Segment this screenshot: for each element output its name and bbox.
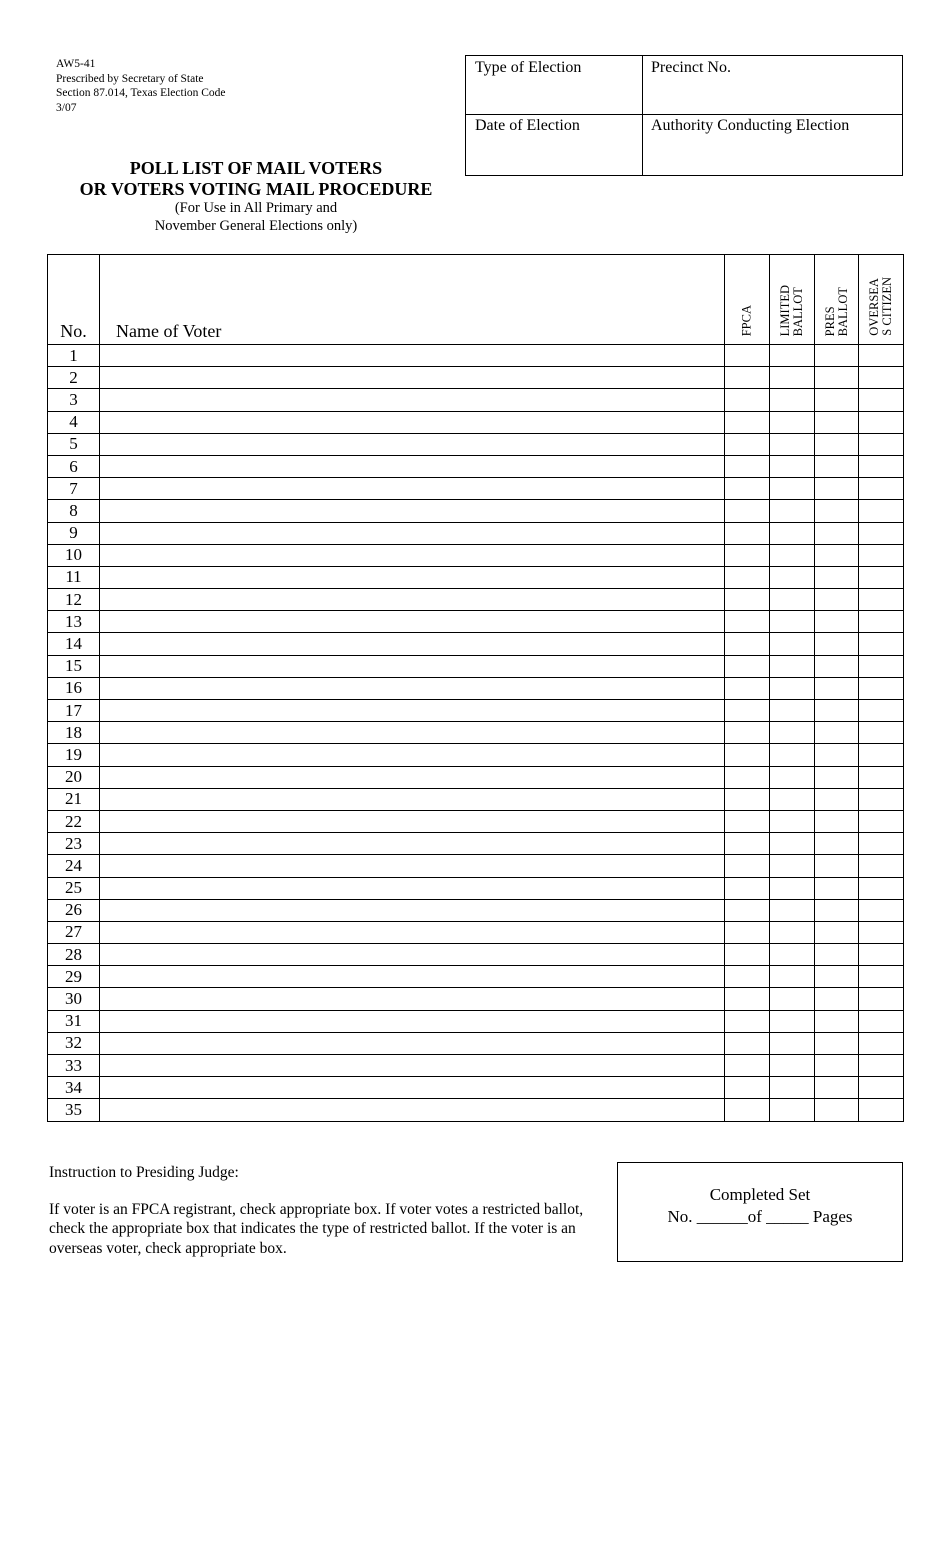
pres-ballot-checkbox[interactable] bbox=[815, 966, 859, 988]
overseas-citizen-checkbox[interactable] bbox=[859, 478, 904, 500]
limited-ballot-checkbox[interactable] bbox=[770, 1077, 815, 1099]
table-row bbox=[48, 655, 904, 677]
fpca-checkbox[interactable] bbox=[725, 544, 770, 566]
fpca-checkbox[interactable] bbox=[725, 722, 770, 744]
pres-ballot-checkbox[interactable] bbox=[815, 522, 859, 544]
table-row bbox=[48, 921, 904, 943]
date-of-election-field[interactable]: Date of Election bbox=[475, 117, 580, 134]
limited-ballot-checkbox[interactable] bbox=[770, 455, 815, 477]
overseas-citizen-checkbox[interactable] bbox=[859, 589, 904, 611]
fpca-checkbox[interactable] bbox=[725, 589, 770, 611]
table-row bbox=[48, 500, 904, 522]
instructions bbox=[49, 1163, 589, 1258]
table-header-row bbox=[48, 255, 904, 345]
table-row bbox=[48, 411, 904, 433]
overseas-citizen-checkbox[interactable] bbox=[859, 1010, 904, 1032]
fpca-checkbox[interactable] bbox=[725, 700, 770, 722]
pres-ballot-checkbox[interactable] bbox=[815, 655, 859, 677]
voter-name-field[interactable] bbox=[100, 766, 725, 788]
limited-ballot-checkbox[interactable] bbox=[770, 855, 815, 877]
form-info bbox=[56, 57, 226, 115]
row-number: 11 bbox=[48, 566, 100, 588]
pres-ballot-checkbox[interactable] bbox=[815, 455, 859, 477]
fpca-checkbox[interactable] bbox=[725, 367, 770, 389]
fpca-checkbox[interactable] bbox=[725, 1010, 770, 1032]
instructions-text: If voter is an FPCA registrant, check appropriate box. If voter votes a restricted ballot, check the appropriate box that indicates the type of restricted ballot. If the voter is an overseas voter, check appropriate box. bbox=[49, 1200, 584, 1257]
page-title-line2: OR VOTERS VOTING MAIL PROCEDURE bbox=[79, 179, 433, 199]
fpca-checkbox[interactable] bbox=[725, 855, 770, 877]
voter-name-field[interactable] bbox=[100, 411, 725, 433]
overseas-citizen-checkbox[interactable] bbox=[859, 633, 904, 655]
fpca-checkbox[interactable] bbox=[725, 944, 770, 966]
overseas-citizen-checkbox[interactable] bbox=[859, 367, 904, 389]
limited-ballot-checkbox[interactable] bbox=[770, 1099, 815, 1121]
fpca-checkbox[interactable] bbox=[725, 877, 770, 899]
row-number: 30 bbox=[48, 988, 100, 1010]
voter-name-field[interactable] bbox=[100, 1099, 725, 1121]
pres-ballot-checkbox[interactable] bbox=[815, 544, 859, 566]
pres-ballot-checkbox[interactable] bbox=[815, 589, 859, 611]
fpca-checkbox[interactable] bbox=[725, 411, 770, 433]
overseas-citizen-checkbox[interactable] bbox=[859, 988, 904, 1010]
fpca-checkbox[interactable] bbox=[725, 455, 770, 477]
limited-ballot-checkbox[interactable] bbox=[770, 522, 815, 544]
code-section: Section 87.014, Texas Election Code bbox=[56, 87, 226, 99]
row-number: 1 bbox=[48, 345, 100, 367]
fpca-checkbox[interactable] bbox=[725, 1099, 770, 1121]
limited-ballot-checkbox[interactable] bbox=[770, 700, 815, 722]
header-pres-ballot-label: PRES BALLOT bbox=[822, 286, 850, 336]
voter-name-field[interactable] bbox=[100, 566, 725, 588]
overseas-citizen-checkbox[interactable] bbox=[859, 522, 904, 544]
voter-name-field[interactable] bbox=[100, 988, 725, 1010]
type-of-election-field[interactable]: Type of Election bbox=[475, 59, 582, 76]
header-overseas-citizen-label: OVERSEA S CITIZEN bbox=[867, 277, 894, 336]
voter-name-field[interactable] bbox=[100, 1077, 725, 1099]
fpca-checkbox[interactable] bbox=[725, 1032, 770, 1054]
voter-name-field[interactable] bbox=[100, 655, 725, 677]
fpca-checkbox[interactable] bbox=[725, 966, 770, 988]
table-row bbox=[48, 1010, 904, 1032]
table-row bbox=[48, 1055, 904, 1077]
limited-ballot-checkbox[interactable] bbox=[770, 411, 815, 433]
fpca-checkbox[interactable] bbox=[725, 1055, 770, 1077]
limited-ballot-checkbox[interactable] bbox=[770, 1055, 815, 1077]
table-row bbox=[48, 455, 904, 477]
voter-name-field[interactable] bbox=[100, 921, 725, 943]
limited-ballot-checkbox[interactable] bbox=[770, 877, 815, 899]
voter-name-field[interactable] bbox=[100, 810, 725, 832]
row-number: 9 bbox=[48, 522, 100, 544]
pres-ballot-checkbox[interactable] bbox=[815, 1077, 859, 1099]
row-number: 22 bbox=[48, 810, 100, 832]
overseas-citizen-checkbox[interactable] bbox=[859, 1055, 904, 1077]
header-limited-ballot bbox=[770, 255, 815, 345]
table-row bbox=[48, 877, 904, 899]
overseas-citizen-checkbox[interactable] bbox=[859, 899, 904, 921]
voter-name-field[interactable] bbox=[100, 1032, 725, 1054]
row-number: 23 bbox=[48, 833, 100, 855]
fpca-checkbox[interactable] bbox=[725, 788, 770, 810]
table-row bbox=[48, 611, 904, 633]
fpca-checkbox[interactable] bbox=[725, 1077, 770, 1099]
limited-ballot-checkbox[interactable] bbox=[770, 389, 815, 411]
overseas-citizen-checkbox[interactable] bbox=[859, 944, 904, 966]
overseas-citizen-checkbox[interactable] bbox=[859, 411, 904, 433]
form-date: 3/07 bbox=[56, 101, 77, 114]
row-number: 21 bbox=[48, 788, 100, 810]
pres-ballot-checkbox[interactable] bbox=[815, 722, 859, 744]
fpca-checkbox[interactable] bbox=[725, 389, 770, 411]
row-number: 18 bbox=[48, 722, 100, 744]
overseas-citizen-checkbox[interactable] bbox=[859, 1077, 904, 1099]
table-row bbox=[48, 855, 904, 877]
row-number: 16 bbox=[48, 677, 100, 699]
limited-ballot-checkbox[interactable] bbox=[770, 1010, 815, 1032]
row-number: 5 bbox=[48, 433, 100, 455]
table-row bbox=[48, 788, 904, 810]
table-row bbox=[48, 433, 904, 455]
row-number: 13 bbox=[48, 611, 100, 633]
pres-ballot-checkbox[interactable] bbox=[815, 500, 859, 522]
limited-ballot-checkbox[interactable] bbox=[770, 899, 815, 921]
overseas-citizen-checkbox[interactable] bbox=[859, 722, 904, 744]
voter-name-field[interactable] bbox=[100, 966, 725, 988]
header-fpca-label: FPCA bbox=[739, 304, 754, 336]
voter-name-field[interactable] bbox=[100, 855, 725, 877]
row-number: 27 bbox=[48, 921, 100, 943]
overseas-citizen-checkbox[interactable] bbox=[859, 766, 904, 788]
row-number: 34 bbox=[48, 1077, 100, 1099]
pres-ballot-checkbox[interactable] bbox=[815, 766, 859, 788]
fpca-checkbox[interactable] bbox=[725, 500, 770, 522]
voter-name-field[interactable] bbox=[100, 500, 725, 522]
limited-ballot-checkbox[interactable] bbox=[770, 921, 815, 943]
fpca-checkbox[interactable] bbox=[725, 744, 770, 766]
page-subtitle-line2: November General Elections only) bbox=[154, 217, 358, 234]
title-block bbox=[46, 158, 466, 235]
limited-ballot-checkbox[interactable] bbox=[770, 744, 815, 766]
row-number: 32 bbox=[48, 1032, 100, 1054]
overseas-citizen-checkbox[interactable] bbox=[859, 855, 904, 877]
pres-ballot-checkbox[interactable] bbox=[815, 367, 859, 389]
header-name-of-voter: Name of Voter bbox=[100, 255, 725, 345]
fpca-checkbox[interactable] bbox=[725, 921, 770, 943]
table-row bbox=[48, 944, 904, 966]
prescribed-by: Prescribed by Secretary of State bbox=[56, 72, 204, 85]
table-row bbox=[48, 1077, 904, 1099]
voter-name-field[interactable] bbox=[100, 677, 725, 699]
pres-ballot-checkbox[interactable] bbox=[815, 899, 859, 921]
fpca-checkbox[interactable] bbox=[725, 677, 770, 699]
completed-set-label: Completed Set bbox=[709, 1185, 811, 1204]
pres-ballot-checkbox[interactable] bbox=[815, 1099, 859, 1121]
overseas-citizen-checkbox[interactable] bbox=[859, 655, 904, 677]
fpca-checkbox[interactable] bbox=[725, 988, 770, 1010]
row-number: 33 bbox=[48, 1055, 100, 1077]
row-number: 19 bbox=[48, 744, 100, 766]
limited-ballot-checkbox[interactable] bbox=[770, 988, 815, 1010]
limited-ballot-checkbox[interactable] bbox=[770, 833, 815, 855]
overseas-citizen-checkbox[interactable] bbox=[859, 833, 904, 855]
row-number: 35 bbox=[48, 1099, 100, 1121]
voter-name-field[interactable] bbox=[100, 833, 725, 855]
limited-ballot-checkbox[interactable] bbox=[770, 1032, 815, 1054]
instructions-heading: Instruction to Presiding Judge: bbox=[49, 1164, 239, 1181]
pres-ballot-checkbox[interactable] bbox=[815, 921, 859, 943]
voter-name-field[interactable] bbox=[100, 722, 725, 744]
header-no: No. bbox=[48, 255, 100, 345]
voter-name-field[interactable] bbox=[100, 899, 725, 921]
limited-ballot-checkbox[interactable] bbox=[770, 345, 815, 367]
voter-rows bbox=[48, 345, 904, 1122]
voter-name-field[interactable] bbox=[100, 433, 725, 455]
table-row bbox=[48, 589, 904, 611]
voter-name-field[interactable] bbox=[100, 1010, 725, 1032]
table-row bbox=[48, 544, 904, 566]
limited-ballot-checkbox[interactable] bbox=[770, 788, 815, 810]
row-number: 28 bbox=[48, 944, 100, 966]
pres-ballot-checkbox[interactable] bbox=[815, 744, 859, 766]
overseas-citizen-checkbox[interactable] bbox=[859, 611, 904, 633]
voter-name-field[interactable] bbox=[100, 345, 725, 367]
fpca-checkbox[interactable] bbox=[725, 810, 770, 832]
voter-name-field[interactable] bbox=[100, 455, 725, 477]
table-row bbox=[48, 478, 904, 500]
row-number: 14 bbox=[48, 633, 100, 655]
limited-ballot-checkbox[interactable] bbox=[770, 810, 815, 832]
header-overseas-citizen bbox=[859, 255, 904, 345]
limited-ballot-checkbox[interactable] bbox=[770, 478, 815, 500]
table-row bbox=[48, 1032, 904, 1054]
election-info-box bbox=[465, 55, 903, 176]
page-subtitle-line1: (For Use in All Primary and bbox=[174, 200, 338, 216]
table-row bbox=[48, 700, 904, 722]
overseas-citizen-checkbox[interactable] bbox=[859, 966, 904, 988]
limited-ballot-checkbox[interactable] bbox=[770, 367, 815, 389]
pres-ballot-checkbox[interactable] bbox=[815, 788, 859, 810]
pres-ballot-checkbox[interactable] bbox=[815, 478, 859, 500]
limited-ballot-checkbox[interactable] bbox=[770, 566, 815, 588]
limited-ballot-checkbox[interactable] bbox=[770, 611, 815, 633]
pres-ballot-checkbox[interactable] bbox=[815, 633, 859, 655]
overseas-citizen-checkbox[interactable] bbox=[859, 345, 904, 367]
pres-ballot-checkbox[interactable] bbox=[815, 877, 859, 899]
table-row bbox=[48, 367, 904, 389]
overseas-citizen-checkbox[interactable] bbox=[859, 566, 904, 588]
pres-ballot-checkbox[interactable] bbox=[815, 566, 859, 588]
page-title-line1: POLL LIST OF MAIL VOTERS bbox=[129, 158, 383, 178]
limited-ballot-checkbox[interactable] bbox=[770, 944, 815, 966]
pres-ballot-checkbox[interactable] bbox=[815, 1010, 859, 1032]
precinct-no-field[interactable]: Precinct No. bbox=[651, 59, 731, 76]
overseas-citizen-checkbox[interactable] bbox=[859, 700, 904, 722]
voter-table bbox=[47, 254, 904, 1122]
row-number: 29 bbox=[48, 966, 100, 988]
voter-name-field[interactable] bbox=[100, 389, 725, 411]
row-number: 15 bbox=[48, 655, 100, 677]
table-row bbox=[48, 810, 904, 832]
pres-ballot-checkbox[interactable] bbox=[815, 833, 859, 855]
overseas-citizen-checkbox[interactable] bbox=[859, 389, 904, 411]
table-row bbox=[48, 833, 904, 855]
pres-ballot-checkbox[interactable] bbox=[815, 1055, 859, 1077]
voter-name-field[interactable] bbox=[100, 367, 725, 389]
completed-set-pages: No. ______of _____ Pages bbox=[667, 1207, 853, 1226]
voter-name-field[interactable] bbox=[100, 478, 725, 500]
header-limited-ballot-label: LIMITED BALLOT bbox=[778, 284, 805, 336]
limited-ballot-checkbox[interactable] bbox=[770, 655, 815, 677]
form-code: AW5-41 bbox=[56, 58, 96, 70]
table-row bbox=[48, 677, 904, 699]
pres-ballot-checkbox[interactable] bbox=[815, 988, 859, 1010]
overseas-citizen-checkbox[interactable] bbox=[859, 1032, 904, 1054]
table-row bbox=[48, 522, 904, 544]
table-row bbox=[48, 389, 904, 411]
authority-field[interactable]: Authority Conducting Election bbox=[651, 117, 850, 134]
fpca-checkbox[interactable] bbox=[725, 566, 770, 588]
fpca-checkbox[interactable] bbox=[725, 611, 770, 633]
voter-name-field[interactable] bbox=[100, 589, 725, 611]
table-row bbox=[48, 988, 904, 1010]
fpca-checkbox[interactable] bbox=[725, 345, 770, 367]
table-row bbox=[48, 633, 904, 655]
fpca-checkbox[interactable] bbox=[725, 766, 770, 788]
table-row bbox=[48, 744, 904, 766]
overseas-citizen-checkbox[interactable] bbox=[859, 788, 904, 810]
pres-ballot-checkbox[interactable] bbox=[815, 611, 859, 633]
overseas-citizen-checkbox[interactable] bbox=[859, 544, 904, 566]
row-number: 25 bbox=[48, 877, 100, 899]
overseas-citizen-checkbox[interactable] bbox=[859, 455, 904, 477]
voter-name-field[interactable] bbox=[100, 700, 725, 722]
pres-ballot-checkbox[interactable] bbox=[815, 855, 859, 877]
table-row bbox=[48, 566, 904, 588]
overseas-citizen-checkbox[interactable] bbox=[859, 1099, 904, 1121]
row-number: 4 bbox=[48, 411, 100, 433]
fpca-checkbox[interactable] bbox=[725, 478, 770, 500]
header-pres-ballot bbox=[815, 255, 859, 345]
table-row bbox=[48, 722, 904, 744]
pres-ballot-checkbox[interactable] bbox=[815, 389, 859, 411]
limited-ballot-checkbox[interactable] bbox=[770, 589, 815, 611]
fpca-checkbox[interactable] bbox=[725, 833, 770, 855]
row-number: 24 bbox=[48, 855, 100, 877]
table-row bbox=[48, 1099, 904, 1121]
row-number: 20 bbox=[48, 766, 100, 788]
row-number: 26 bbox=[48, 899, 100, 921]
overseas-citizen-checkbox[interactable] bbox=[859, 744, 904, 766]
voter-name-field[interactable] bbox=[100, 544, 725, 566]
pres-ballot-checkbox[interactable] bbox=[815, 944, 859, 966]
pres-ballot-checkbox[interactable] bbox=[815, 700, 859, 722]
table-row bbox=[48, 899, 904, 921]
voter-name-field[interactable] bbox=[100, 633, 725, 655]
fpca-checkbox[interactable] bbox=[725, 899, 770, 921]
voter-name-field[interactable] bbox=[100, 522, 725, 544]
overseas-citizen-checkbox[interactable] bbox=[859, 810, 904, 832]
overseas-citizen-checkbox[interactable] bbox=[859, 500, 904, 522]
table-row bbox=[48, 966, 904, 988]
pres-ballot-checkbox[interactable] bbox=[815, 1032, 859, 1054]
voter-name-field[interactable] bbox=[100, 944, 725, 966]
pres-ballot-checkbox[interactable] bbox=[815, 433, 859, 455]
limited-ballot-checkbox[interactable] bbox=[770, 500, 815, 522]
voter-name-field[interactable] bbox=[100, 877, 725, 899]
voter-name-field[interactable] bbox=[100, 788, 725, 810]
overseas-citizen-checkbox[interactable] bbox=[859, 877, 904, 899]
row-number: 2 bbox=[48, 367, 100, 389]
limited-ballot-checkbox[interactable] bbox=[770, 544, 815, 566]
table-row bbox=[48, 345, 904, 367]
pres-ballot-checkbox[interactable] bbox=[815, 345, 859, 367]
fpca-checkbox[interactable] bbox=[725, 433, 770, 455]
limited-ballot-checkbox[interactable] bbox=[770, 633, 815, 655]
limited-ballot-checkbox[interactable] bbox=[770, 677, 815, 699]
pres-ballot-checkbox[interactable] bbox=[815, 411, 859, 433]
voter-name-field[interactable] bbox=[100, 611, 725, 633]
row-number: 10 bbox=[48, 544, 100, 566]
row-number: 3 bbox=[48, 389, 100, 411]
limited-ballot-checkbox[interactable] bbox=[770, 433, 815, 455]
fpca-checkbox[interactable] bbox=[725, 522, 770, 544]
overseas-citizen-checkbox[interactable] bbox=[859, 921, 904, 943]
fpca-checkbox[interactable] bbox=[725, 655, 770, 677]
row-number: 17 bbox=[48, 700, 100, 722]
voter-name-field[interactable] bbox=[100, 744, 725, 766]
voter-name-field[interactable] bbox=[100, 1055, 725, 1077]
row-number: 7 bbox=[48, 478, 100, 500]
completed-set-box[interactable] bbox=[617, 1162, 903, 1262]
overseas-citizen-checkbox[interactable] bbox=[859, 677, 904, 699]
row-number: 12 bbox=[48, 589, 100, 611]
row-number: 31 bbox=[48, 1010, 100, 1032]
pres-ballot-checkbox[interactable] bbox=[815, 810, 859, 832]
overseas-citizen-checkbox[interactable] bbox=[859, 433, 904, 455]
limited-ballot-checkbox[interactable] bbox=[770, 722, 815, 744]
fpca-checkbox[interactable] bbox=[725, 633, 770, 655]
limited-ballot-checkbox[interactable] bbox=[770, 966, 815, 988]
limited-ballot-checkbox[interactable] bbox=[770, 766, 815, 788]
row-number: 8 bbox=[48, 500, 100, 522]
header-fpca bbox=[725, 255, 770, 345]
row-number: 6 bbox=[48, 455, 100, 477]
table-row bbox=[48, 766, 904, 788]
pres-ballot-checkbox[interactable] bbox=[815, 677, 859, 699]
